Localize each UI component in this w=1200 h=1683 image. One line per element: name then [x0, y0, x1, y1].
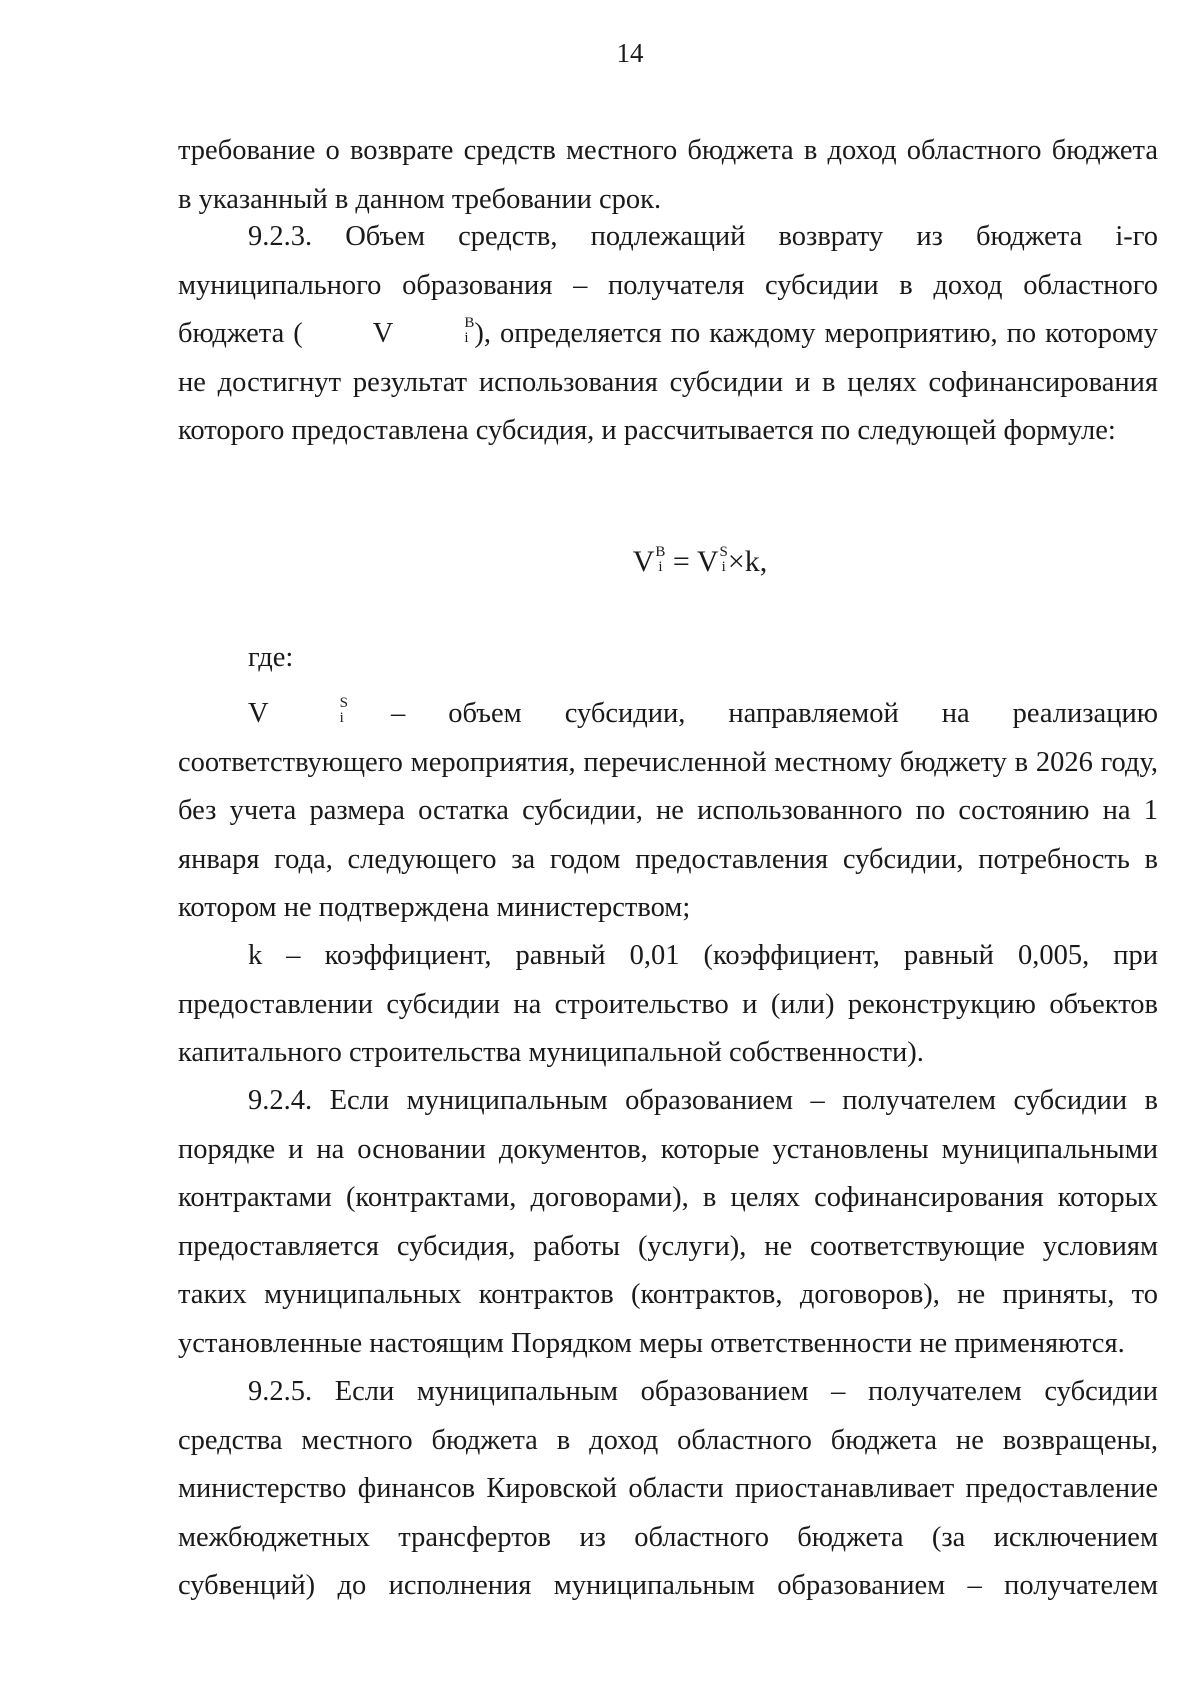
definition-v — [178, 690, 1158, 933]
formula-lhs-indices — [655, 545, 665, 575]
superscript: В — [464, 315, 475, 332]
paragraph-line: в указанный в данном требовании срок. — [178, 183, 662, 215]
page-number: 14 — [616, 38, 644, 68]
variable-indices — [394, 316, 474, 346]
math-variable: ( V В i ) — [293, 318, 484, 349]
variable-symbol: V — [372, 318, 394, 349]
paragraph-9-2-4: 9.2.4. Если муниципальным образованием – получателем субсидии в порядке и на основании документов, которые установлены муниципальными контрактами (контрактами, договорами), в целях софинансирования которых предоставляется субсидия, работы (услуги), не соответствующие условиям таких муниципальных контрактов (контрактов, договоров), не приняты, то установленные настоящим Порядком меры ответственности не применяются. — [178, 1085, 1158, 1359]
superscript: В — [655, 544, 666, 561]
subscript: i — [339, 710, 344, 727]
paragraph-text: 9.2.3. Объем средств, подлежащий возврату из бюджета i-го муниципального образования – получателя субсидии в доход областного бюджета — [178, 221, 1158, 349]
subscript: i — [658, 559, 663, 576]
formula-rhs-indices — [719, 545, 727, 575]
formula-rhs-var: V — [696, 545, 719, 578]
paragraph-continuation — [178, 127, 1158, 224]
paragraph-line: требование о возврате средств местного бюджета в доход областного бюджета — [178, 135, 1158, 166]
formula-equals: = — [665, 545, 697, 578]
formula-lhs-var: V — [632, 545, 655, 578]
formula — [0, 545, 1200, 579]
paragraph-text: , определяется по каждому мероприятию, по которому не достигнут результат использования субсидии и в целях софинансирования которого предоставлена субсидия, и рассчитывается по следующей формуле: — [178, 318, 1158, 446]
definition-k: k – коэффициент, равный 0,01 (коэффициент, равный 0,005, при предоставлении субсидии на строительство и (или) реконструкцию объектов капитального строительства муниципальной собственности). — [178, 940, 1158, 1068]
variable-indices — [270, 696, 348, 726]
paragraph-text: – объем субсидии, направляемой на реализацию соответствующего мероприятия, перечисленной местному бюджету в 2026 году, без учета размера остатка субсидии, не использованного по состоянию на 1 января года, следующего за годом предоставления субсидии, потребность в котором не подтверждена министерством; — [178, 698, 1158, 923]
formula-rest: ×k, — [727, 545, 768, 578]
subscript: i — [721, 559, 726, 576]
paragraph-9-2-5: 9.2.5. Если муниципальным образованием – получателем субсидии средства местного бюджета в доход областного бюджета не возвращены, министерство финансов Кировской области приостанавливает предоставление межбюджетных трансфертов из областного бюджета (за исключением субвенций) до исполнения муниципальным образованием – получателем — [178, 1376, 1158, 1601]
superscript: S — [719, 544, 728, 561]
paragraph-9-2-3 — [178, 213, 1158, 456]
variable-symbol: V — [248, 698, 269, 729]
where-label: где: — [248, 642, 294, 673]
superscript: S — [339, 695, 348, 712]
subscript: i — [464, 330, 469, 347]
